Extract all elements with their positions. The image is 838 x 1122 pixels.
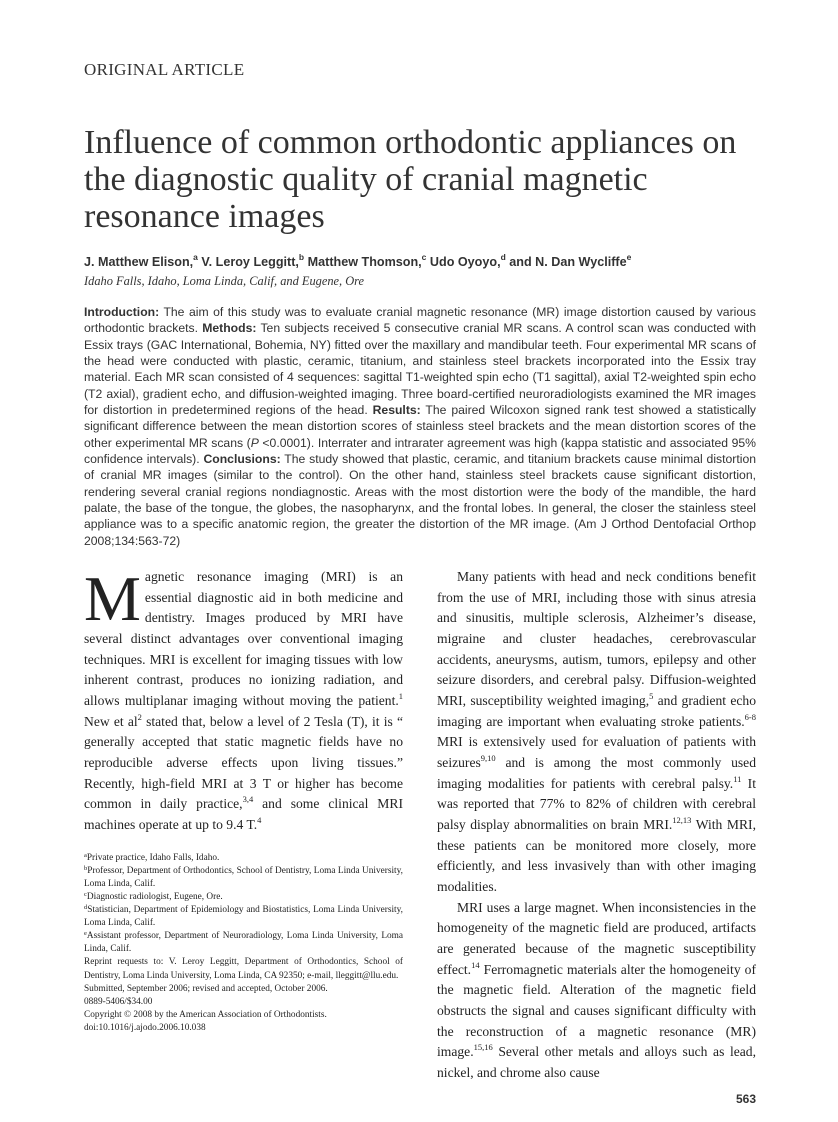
superscript-ref: 1 [398,691,403,702]
article-title: Influence of common orthodontic appliances on the diagnostic quality of cranial magnetic resonance images [84,124,737,235]
doi-note [84,1022,403,1035]
body-paragraph [437,898,756,1084]
text-run: Ten subjects received 5 consecutive cranial MR scans. A control scan was conducted with Essix trays (GAC International, Bohemia, NY) fitted over the maxillary and mandibular teeth. Four experimental MR scans of the head were conducted with plastic, ceramic, titanium, and stainless steel brackets incorporated into the Essix tray material. Each MR scan consisted of 4 sequences: sagittal T1-weighted spin echo (T1 sagittal), axial T2-weighted spin echo (T2 axial), gradient echo, and diffusion-weighted imaging. Three board-certified neuroradiologists examined the MR images for distortion in predetermined regions of the head. [84,321,756,418]
superscript-ref: 14 [471,959,480,970]
text-run: Methods: [202,321,257,336]
text-run: P [250,435,259,450]
issn-note [84,996,403,1009]
text-run: doi:10.1016/j.ajodo.2006.10.038 [84,1022,206,1033]
footnote [84,852,403,865]
body-paragraph [437,567,756,898]
article-body [84,304,756,1106]
reprint-note [84,956,403,982]
text-run: Udo Oyoyo, [426,255,501,269]
text-run: Ferromagnetic materials alter the homogeneity of the magnetic field. Alteration of the magnetic field obstructs the signal and causes significant difficulty with the reconstruction of a magnetic resonance (MR) image. [437,961,756,1060]
superscript-ref: b [298,252,305,262]
superscript-ref: 15,16 [473,1042,493,1053]
text-run: Matthew Thomson, [304,255,422,269]
superscript-ref: d [84,904,88,912]
text-run: stated that, below a level of 2 Tesla (T), it is “ generally accepted that static magnetic fields have no reproducible adverse effects upon living tissues.” Recently, high-field MRI at 3 T or higher has become common in daily practice, [84,713,403,812]
text-run: Diagnostic radiologist, Eugene, Ore. [86,891,223,902]
superscript-ref: b [84,864,88,872]
body-paragraph [84,563,403,836]
text-run: Conclusions: [203,452,281,467]
text-run: V. Leroy Leggitt, [197,255,299,269]
page-number: 563 [735,1091,756,1106]
text-run: J. Matthew Elison, [84,255,194,269]
text-run: Copyright © 2008 by the American Association of Orthodontists. [84,1009,327,1020]
superscript-ref: 3,4 [242,794,254,805]
text-run: Private practice, Idaho Falls, Idaho. [86,852,220,863]
superscript-ref: e [84,930,87,938]
superscript-ref: 9,10 [480,753,496,764]
text-run: Results: [372,403,421,418]
text-run: The aim of this study was to evaluate cranial magnetic resonance (MR) image distortion caused by various orthodontic brackets. [84,305,756,336]
text-run: The study showed that plastic, ceramic, and titanium brackets cause minimal distortion of cranial MR images (similar to the control). On the other hand, stainless steel brackets cause significant distortion, rendering several cranial regions nondiagnostic. Areas with the most distortion were the body of the mandible, the hard palate, the base of the tongue, the globes, the nasopharynx, and the frontal lobes. In general, the closer the stainless steel appliance was to a specific anatomic region, the greater the distortion of the MR image. (Am J Orthod Dentofacial Orthop 2008;134:563-72) [84,452,756,548]
text-run: Submitted, September 2006; revised and accepted, October 2006. [84,983,328,994]
text-run: <0.0001). Interrater and intrarater agreement was high (kappa statistic and associated 95% confidence intervals). [84,435,756,467]
superscript-ref: a [84,851,87,859]
section-label: ORIGINAL ARTICLE [84,60,245,79]
text-run: and some clinical MRI machines operate at up to 9.4 T. [84,796,403,833]
superscript-ref: 4 [257,815,262,826]
superscript-ref: 2 [137,711,142,722]
text-run: Reprint requests to: V. Leroy Leggitt, Department of Orthodontics, School of Dentistry, Loma Linda University, Loma Linda, CA 92350; e-mail, lleggitt@llu.edu. [84,957,403,981]
superscript-ref: 11 [733,773,742,784]
text-run: Several other metals and alloys such as lead, nickel, and chrome also cause [437,1044,756,1080]
text-run: and N. Dan Wycliffe [505,255,627,269]
text-run: With MRI, these patients can be monitored more closely, more efficiently, and less invasively than with other imaging modalities. [437,817,756,894]
affiliation: Idaho Falls, Idaho, Loma Linda, Calif, and Eugene, Ore [84,274,365,288]
footnote [84,865,403,891]
superscript-ref: e [626,252,632,262]
text-run: Assistant professor, Department of Neuroradiology, Loma Linda University, Loma Linda, Calif. [84,931,403,955]
superscript-ref: 5 [649,691,654,702]
submission-note [84,983,403,996]
text-run: 0889-5406/$34.00 [84,996,153,1007]
text-run: Introduction: [84,305,160,319]
drop-cap: M [84,563,141,635]
superscript-ref: c [421,252,427,262]
body-columns [84,563,756,1106]
author-list [84,252,632,269]
footnote [84,930,403,956]
superscript-ref: 12,13 [672,815,692,826]
text-run: Professor, Department of Orthodontics, School of Dentistry, Loma Linda University, Loma Linda, Calif. [84,865,403,889]
text-run: MRI is extensively used for evaluation of patients with seizures [437,734,756,771]
footnotes [84,852,403,1035]
superscript-ref: c [84,890,87,898]
text-run: New et al [84,713,138,729]
text-run: The paired Wilcoxon signed rank test showed a statistically significant difference between the mean distortion scores of stainless steel brackets and the mean distortion scores of the other experimental MR scans ( [84,403,756,450]
body-column-left [84,563,403,1035]
footnote [84,891,403,904]
text-run: It was reported that 77% to 82% of children with cerebral palsy display abnormalities on brain MRI. [437,775,756,833]
text-run: MRI uses a large magnet. When inconsistencies in the homogeneity of the magnetic field are produced, artifacts are generated because of the magnetic susceptibility effect. [437,899,756,977]
text-run: agnetic resonance imaging (MRI) is an essential diagnostic aid in both medicine and dentistry. Images produced by MRI have several distinct advantages over conventional imaging techniques. MRI is excellent for imaging tissues with low inherent contrast, produces no ionizing radiation, and allows multiplanar imaging without moving the patient. [84,569,403,709]
body-column-right [437,567,756,1105]
abstract [84,304,756,549]
superscript-ref: 6-8 [744,711,756,722]
footnote [84,904,403,930]
text-run: Many patients with head and neck conditions benefit from the use of MRI, including those with sinus atresia and sinusitis, multiple sclerosis, Alzheimer’s disease, migraine and cluster headaches, cerebrovascular accidents, aneurysms, autism, tumors, epilepsy and other seizure disorders, and cerebral palsy. Diffusion-weighted MRI, susceptibility weighted imaging, [437,569,756,709]
superscript-ref: a [193,252,198,262]
text-run: Statistician, Department of Epidemiology and Biostatistics, Loma Linda University, Loma Linda, Calif. [84,905,403,929]
superscript-ref: d [500,252,506,262]
text-run: and gradient echo imaging are important when evaluating stroke patients. [437,693,756,729]
text-run: and is among the most commonly used imaging modalities for patients with cerebral palsy. [437,755,756,791]
copyright-note [84,1009,403,1022]
